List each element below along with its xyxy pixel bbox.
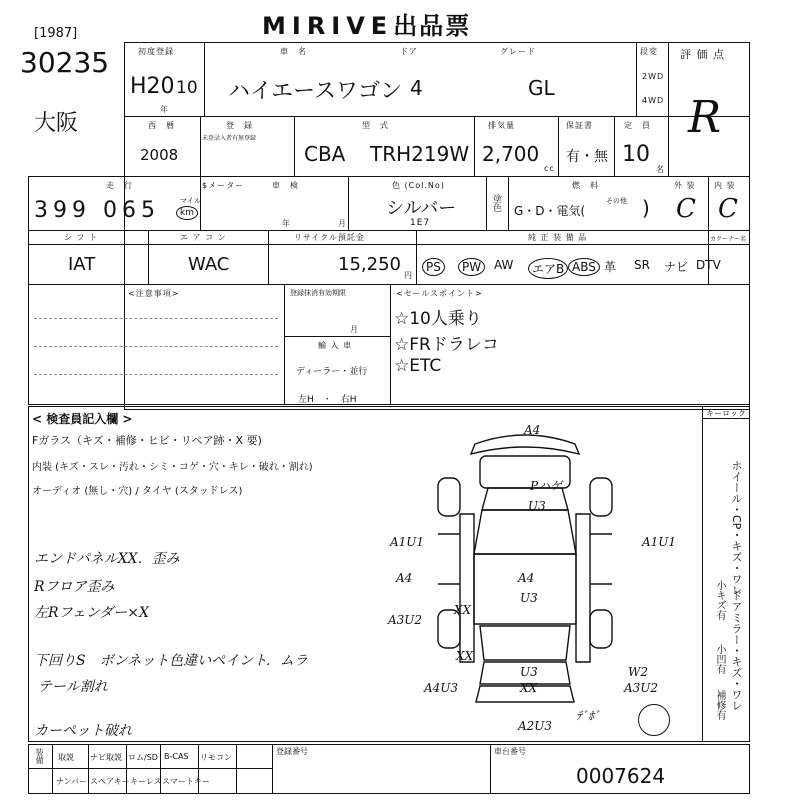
footer-rom: ロム/SD [128,753,158,762]
damage-mark: A3U2 [624,681,659,695]
side-small-scratch: 小キズ有 [714,580,725,620]
label-import: 輸 入 車 [318,341,353,350]
label-warranty: 保証書 [566,121,593,130]
label-ac: エ ア コ ン [180,233,227,242]
value-era: H20 [130,74,175,99]
label-ext: 外 装 [674,181,696,190]
side-mirror: ドアミラー・キズ・ワレ [730,590,743,711]
equipment-item: ナビ [664,260,689,274]
footer-plate: ナンバー [56,777,88,786]
value-mileage: 399 065 [34,198,160,223]
label-sales-points: <セールスポイント> [396,289,483,298]
damage-mark: A4 [524,423,541,437]
value-capacity: 10 [622,142,650,167]
value-year: 2008 [140,146,179,164]
footer-keyless: キーレス [130,777,162,786]
label-km: km [176,206,198,220]
car-damage-diagram [380,414,677,740]
label-inspection: 車 検 [272,181,299,190]
brand-suffix: 出品票 [393,12,472,40]
value-color-code: 1E7 [410,218,431,228]
label-year-unit: 年 [282,219,291,228]
value-color-name: シルバー [386,198,457,219]
footer-navi-manual: ナビ取説 [90,753,122,762]
equipment-row [422,254,748,280]
equipment-item: エアB [528,258,568,279]
brand-title [262,6,471,41]
label-shift-pos: 段変 [640,47,658,56]
value-type-prefix: CBA [304,142,346,166]
label-yen: 円 [404,271,413,280]
footer-chassis-value: 0007624 [576,764,666,788]
label-mfg: 登 録 [226,121,253,130]
label-first-reg: 初度登録 [138,47,174,56]
label-handle: 左H ・ 右H [298,395,357,405]
value-warranty: 有・無 [566,149,608,165]
note-line-1: Fガラス（キズ・補修・ヒビ・リペア跡・X 要) [32,434,262,447]
label-import-type: ディーラー・並行 [296,367,368,377]
footer-smart-key: スマートキー [162,777,210,786]
damage-mark: U3 [520,591,538,605]
equipment-item: PS [422,258,445,276]
label-recycle: リサイクル預託金 [294,233,365,242]
damage-mark: XX [454,603,472,617]
equipment-item: PW [458,258,485,276]
location: 大阪 [34,111,79,136]
label-doors: ドア [400,47,418,56]
damage-mark: ﾃﾞﾎﾞ [576,709,601,723]
label-score: 評 価 点 [680,48,725,61]
brand-name: MIRIVE [262,12,394,40]
label-shift: シ フ ト [64,233,99,242]
value-month: 10 [176,78,198,98]
value-fuel: G・D・電気( [514,204,586,218]
value-ext-grade: C [676,194,696,224]
year-code: [1987] [34,26,78,41]
label-notes: <注意事項> [128,289,180,298]
damage-mark: A1U1 [642,535,677,549]
value-ac: WAC [188,254,230,275]
value-2wd: 2WD [642,72,665,81]
side-wheel: ホイール・CP・キズ・ワレ [730,460,743,596]
label-cc: cc [544,164,555,173]
side-small-dent: 小凹有 [714,644,725,674]
label-transfer-month: 月 [350,325,359,334]
hand-note-1: エンドパネルXX．歪み [34,551,180,567]
label-capacity: 定 員 [624,121,651,130]
footer-remote: リモコン [200,753,232,762]
damage-mark: A4 [396,571,413,585]
label-option-extra: カクーナー名 [710,236,747,243]
footer-chassis-label: 車台番号 [494,747,526,756]
label-options: 純 正 装 備 品 [528,233,588,242]
damage-mark: A4U3 [424,681,459,695]
lot-number: 30235 [20,46,110,79]
value-type-code: TRH219W [370,142,470,166]
value-shift: IAT [68,254,96,275]
equipment-item: SR [634,258,650,272]
hand-note-4: 下回りS ボンネット色違いペイント．ムラ [34,653,308,669]
label-transfer: 登録抹消有効期限 [290,289,346,297]
label-western: 西 暦 [148,121,175,130]
damage-mark: XX [520,681,538,695]
hand-note-2: Rフロア歪み [34,579,115,595]
note-line-2: 内装 (キズ・スレ・汚れ・シミ・コゲ・穴・キレ・破れ・割れ) [32,462,313,473]
label-mileage: 走 行 [106,181,133,190]
damage-mark: A3U2 [388,613,423,627]
damage-mark: A2U3 [518,719,553,733]
sales-point-1: ☆10人乗り [394,309,482,329]
footer-reg-no: 登録番号 [276,747,308,756]
label-era-unit: 年 [160,105,169,114]
equipment-item: DTV [696,258,721,272]
sales-point-3: ☆ETC [394,356,442,376]
value-displacement: 2,700 [482,142,540,166]
damage-mark: U3 [520,665,538,679]
hand-note-3: 左Rフェンダー×X [34,605,149,621]
label-fuel: 燃 料 [572,181,599,190]
damage-mark: Pハゲ [530,479,563,493]
footer-col-label: 装備 [35,748,44,764]
damage-mark: XX [456,649,474,663]
value-fuel-close: ) [642,196,650,220]
equipment-item: ABS [568,258,600,276]
label-model-name: 車 名 [280,47,307,56]
sales-point-2: ☆FRドラレコ [394,335,499,355]
footer-bcas: B-CAS [164,752,189,761]
damage-mark: A4 [518,571,535,585]
label-color: 色 (Col.No) [392,181,445,190]
side-repair: 補修有 [714,690,725,720]
damage-mark: U3 [528,499,546,513]
label-displacement: 排気量 [488,121,515,130]
damage-mark: A1U1 [390,535,425,549]
label-month-unit: 月 [338,219,347,228]
value-grade: GL [528,76,555,100]
footer-manual: 取説 [58,753,74,762]
note-line-3: オーディオ (無し・穴) / タイヤ (スタッドレス) [32,486,243,497]
value-int-grade: C [718,194,738,224]
label-key-lock: キーロック [706,409,746,418]
label-mfg-sub: 未登录入者有無登録 [202,135,257,142]
value-score: R [688,92,722,143]
value-color-paint: 塗色 [491,194,501,212]
equipment-item: AW [494,258,514,272]
hand-note-5: テール割れ [38,679,108,695]
label-inspector: < 検査員記入欄 > [32,412,133,426]
value-recycle: 15,250 [338,254,401,275]
value-model: ハイエースワゴン [228,79,403,104]
label-type: 型 式 [362,121,389,130]
value-doors: 4 [410,76,423,100]
label-meter-swap: $メーター [202,181,245,190]
value-4wd: 4WD [642,96,665,105]
hand-note-6: カーペット破れ [34,723,132,739]
label-person-unit: 名 [656,165,665,174]
equipment-item: 革 [604,260,617,274]
damage-mark: W2 [628,665,648,679]
label-other: その他 [606,197,627,205]
footer-spare-key: スペアキー [90,777,130,786]
label-mile: マイル [180,197,201,205]
label-int: 内 装 [714,181,736,190]
label-grade: グレード [500,47,536,56]
